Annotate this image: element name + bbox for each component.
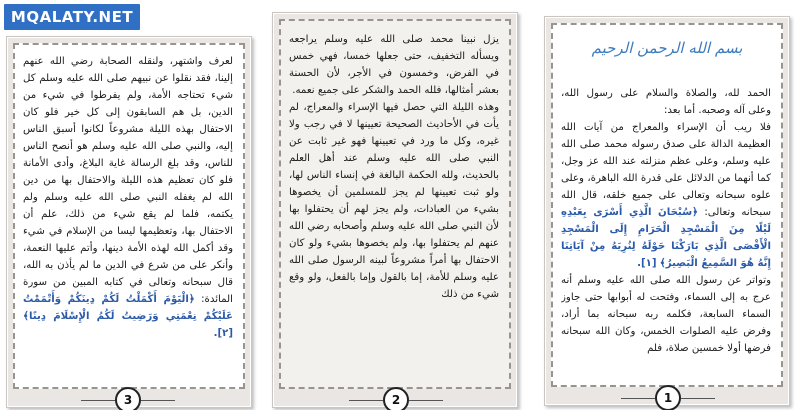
quran-verse: ﴿الْيَوْمَ أَكْمَلْتُ لَكُمْ دِينَكُمْ وَأَتْمَمْتُ عَلَيْكُمْ نِعْمَتِي وَرَضِيتُ لَكُمُ الْإِسْلَامَ دِينًا﴾ <box>23 294 233 322</box>
footnote-ref[interactable]: [١]. <box>637 258 657 269</box>
paragraph-text: لعرف واشتهر، ولنقله الصحابة رضي الله عنهم إلينا، فقد نقلوا عن نبيهم صلى الله عليه وسلم كل شيء تحتاجه الأمة، ولم يفرطوا في شيء من الدين، بل هم السابقون إلى كل خير فلو كان الاحتفال بهذه الليلة مشروعاً لكانوا أسبق الناس إليه، والنبي صلى الله عليه وسلم هو أنصح الناس للناس، وقد بلغ الرسالة غاية البلاغ، وأدى الأمانة فلو كان تعظيم هذه الليلة والاحتفال بها من دين الله لم يغفله النبي صلى الله عليه وسلم ولم يكتمه، فلما لم يقع شيء من ذلك، علم أن الاحتفال بها، وتعظيمها ليسا من الإسلام في شيء وقد أكمل الله لهذه الأمة دينها، وأتم عليها النعمة، وأنكر على من شرع في الدين ما لم يأذن به الله، قال سبحانه وتعالى في كتابه المبين من سورة المائدة: <box>23 56 233 305</box>
paragraph: وهذه الليلة التي حصل فيها الإسراء والمعراج، لم يأت في الأحاديث الصحيحة تعيينها لا في رجب ولا غيره، وكل ما ورد في تعيينها فهو غير ثابت عن النبي صلى الله عليه وسلم عند أهل العلم بالحديث، ولله الحكمة البالغة في إنساء الناس لها، ولو ثبت تعيينها لم يجز للمسلمين أن يخصوها بشيء من العبادات، ولم يجز لهم أن يحتفلوا بها لأن النبي صلى الله عليه وسلم وأصحابه رضي الله عنهم لم يحتفلوا بها، ولم يخصوها بشيء ولو كان الاحتفال بها أمراً مشروعاً لبينه الرسول صلى الله عليه وسلم للأمة، إما بالقول وإما بالفعل، ولو وقع شيء من ذلك <box>289 102 499 300</box>
page-frame <box>279 19 511 389</box>
paragraph: وتواتر عن رسول الله صلى الله عليه وسلم أنه عرج به إلى السماء، وفتحت له أبوابها حتى جاوز السماء السابعة، فكلمه ربه سبحانه بما أراد، وفرض عليه الصلوات الخمس، وكان الله سبحانه فرضها أولا خمسين صلاة، فلم <box>561 275 771 354</box>
page-number-badge: 2 <box>383 387 409 410</box>
site-logo[interactable]: MQALATY.NET <box>4 4 140 30</box>
page-text <box>561 85 771 361</box>
page-text <box>289 31 499 363</box>
quran-verse: ﴿سُبْحَانَ الَّذِي أَسْرَى بِعَبْدِهِ لَيْلًا مِنَ الْمَسْجِدِ الْحَرَامِ إِلَى الْمَسْجِدِ الْأَقْصَى الَّذِي بَارَكْنَا حَوْلَهُ لِنُرِيَهُ مِنْ آيَاتِنَا إِنَّهُ هُوَ السَّمِيعُ الْبَصِيرُ﴾ <box>561 207 771 269</box>
paragraph: يزل نبينا محمد صلى الله عليه وسلم يراجعه ويسأله التخفيف، حتى جعلها خمسا، فهي خمس في الفرض، وخمسون في الأجر، لأن الحسنة بعشر أمثالها، فلله الحمد والشكر على جميع نعمه. <box>289 34 499 96</box>
article-page-1 <box>544 16 790 406</box>
footnote-ref[interactable]: [٢]. <box>213 328 233 339</box>
page-frame <box>551 23 783 387</box>
page-number-badge: 3 <box>115 387 141 410</box>
paragraph <box>23 53 233 342</box>
paragraph <box>561 119 771 272</box>
article-page-2 <box>272 12 518 408</box>
basmala-calligraphy: بسم الله الرحمن الرحيم <box>591 39 743 57</box>
paragraph: الحمد لله، والصلاة والسلام على رسول الله، وعلى آله وصحبه. أما بعد: <box>561 88 771 116</box>
page-number-badge: 1 <box>655 385 681 410</box>
paragraph-text: فلا ريب أن الإسراء والمعراج من آيات الله العظيمة الدالة على صدق رسوله محمد صلى الله عليه وسلم، وعلى عظم منزلته عند الله عز وجل، كما أنهما من الدلائل على قدرة الله الباهرة، وعلى علوه سبحانه وتعالى على جميع خلقه، قال الله سبحانه وتعالى: <box>561 122 771 218</box>
page-text <box>23 53 233 363</box>
page-frame <box>13 43 245 389</box>
article-page-3 <box>6 36 252 408</box>
